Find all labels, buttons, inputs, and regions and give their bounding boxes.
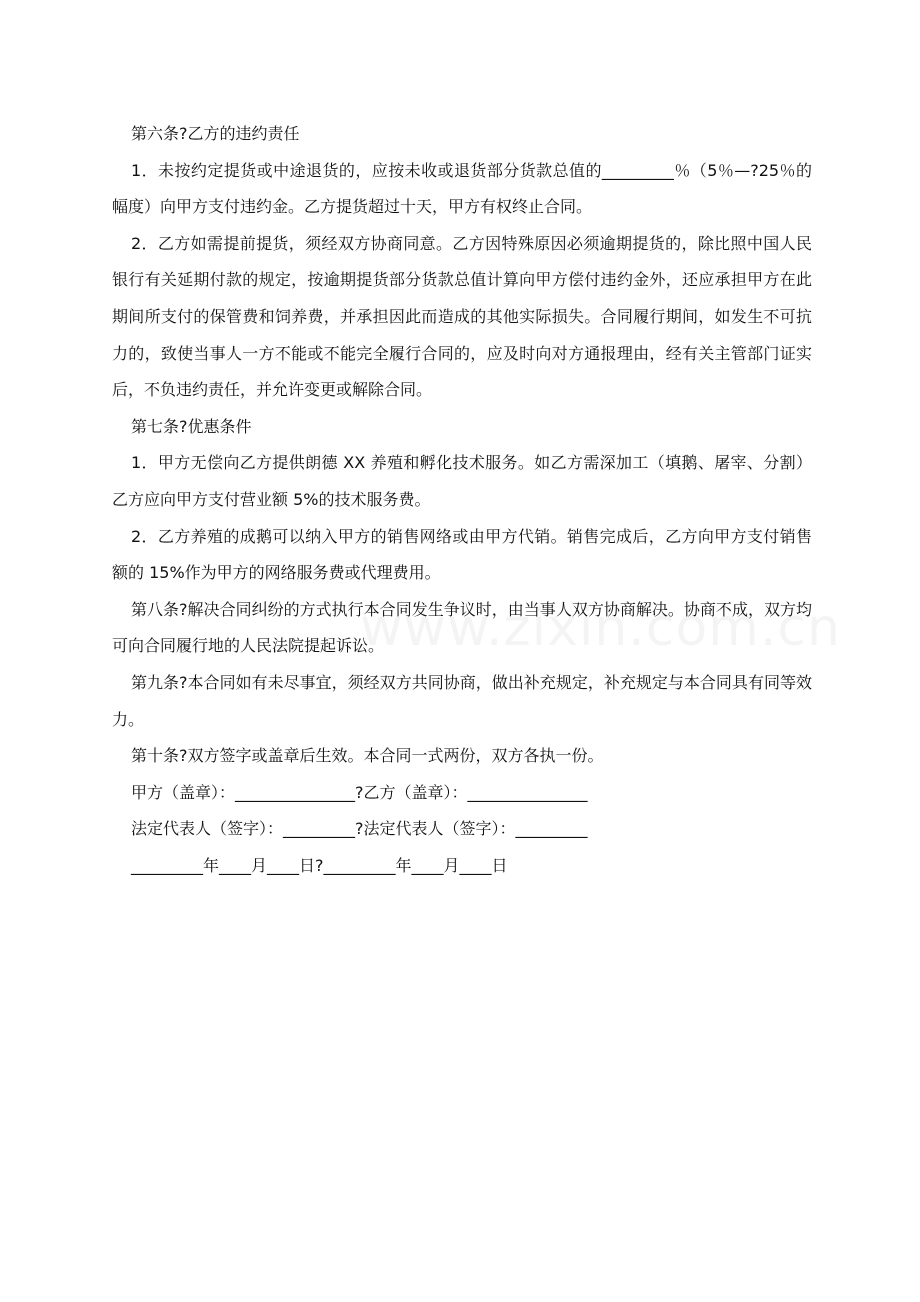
article-6-heading: 第六条?乙方的违约责任: [131, 124, 300, 143]
article-6-clause-1: 1．未按约定提货或中途退货的，应按未收或退货部分货款总值的_________％（5％—?25％的幅度）向甲方支付违约金。乙方提货超过十天，甲方有权终止合同。: [112, 160, 812, 217]
article-6-clause-2: 2．乙方如需提前提货，须经双方协商同意。乙方因特殊原因必须逾期提货的，除比照中国人民银行有关延期付款的规定，按逾期提货部分货款总值计算向甲方偿付违约金外，还应承担甲方在此期间所支付的保管费和饲养费，并承担因此而造成的其他实际损失。合同履行期间，如发生不可抗力的，致使当事人一方不能或不能完全履行合同的，应及时向对方通报理由，经有关主管部门证实后，不负违约责任，并允许变更或解除合同。: [112, 233, 812, 400]
article-8: 第八条?解决合同纠纷的方式执行本合同发生争议时，由当事人双方协商解决。协商不成，双方均可向合同履行地的人民法院提起诉讼。: [112, 599, 812, 656]
party-seal-line: 甲方（盖章）：_______________?乙方（盖章）：_______________: [131, 782, 588, 802]
article-7-heading: 第七条?优惠条件: [131, 416, 252, 436]
article-9: 第九条?本合同如有未尽事宜，须经双方共同协商，做出补充规定，补充规定与本合同具有同等效力。: [112, 672, 812, 729]
article-10: 第十条?双方签字或盖章后生效。本合同一式两份，双方各执一份。: [131, 746, 604, 766]
article-7-clause-1: 1．甲方无偿向乙方提供朗德 XX 养殖和孵化技术服务。如乙方需深加工（填鹅、屠宰、分割）乙方应向甲方支付营业额 5%的技术服务费。: [112, 453, 812, 509]
legal-representative-line: 法定代表人（签字）：_________?法定代表人（签字）：_________: [131, 819, 588, 839]
date-line: _________年____月____日?_________年____月____日: [131, 855, 508, 875]
article-7-clause-2: 2．乙方养殖的成鹅可以纳入甲方的销售网络或由甲方代销。销售完成后，乙方向甲方支付销售额的 15%作为甲方的网络服务费或代理费用。: [112, 526, 812, 583]
contract-body: [112, 116, 812, 884]
